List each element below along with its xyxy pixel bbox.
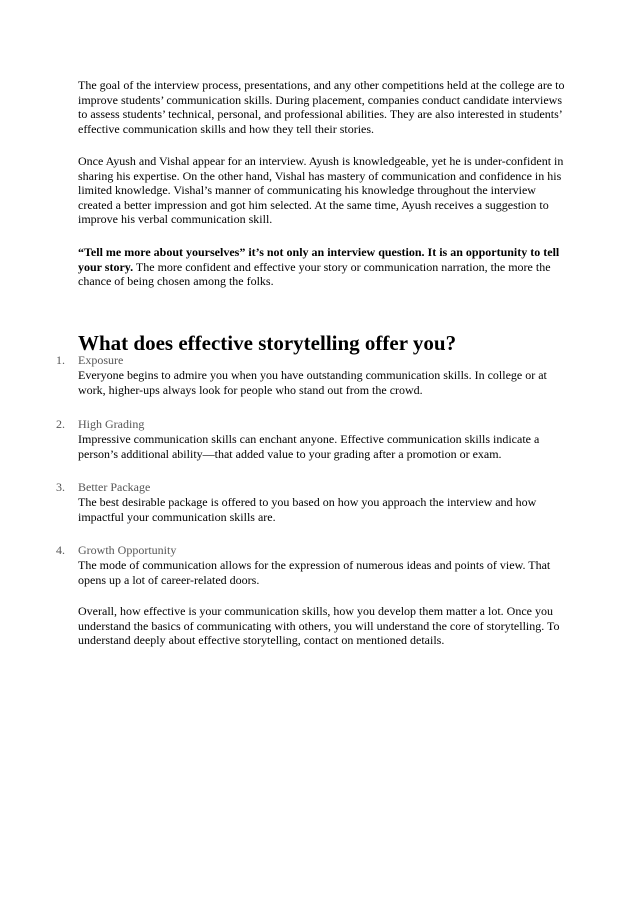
conclusion-paragraph: Overall, how effective is your communication skills, how you develop them matter a lot. Once you understand the basics of communicating with others, you will understand the core of storytelling. To understand deeply about effective storytelling, contact on mentioned details.	[78, 604, 560, 648]
list-item-title: High Grading	[78, 417, 145, 431]
list-item-body: Everyone begins to admire you when you have outstanding communication skills. In college or at work, higher-ups always look for people who stand out from the crowd.	[78, 368, 547, 397]
list-item-title: Exposure	[78, 353, 124, 367]
section-heading: What does effective storytelling offer you?	[78, 331, 457, 355]
list-item-body: The best desirable package is offered to you based on how you approach the interview and how impactful your communication skills are.	[78, 495, 537, 524]
list-item-title: Growth Opportunity	[78, 543, 177, 557]
list-item-number: 2.	[56, 417, 65, 431]
list-item-number: 1.	[56, 353, 65, 367]
list-item-number: 4.	[56, 543, 65, 557]
intro-paragraph-2: Once Ayush and Vishal appear for an interview. Ayush is knowledgeable, yet he is under-confident in sharing his expertise. On the other hand, Vishal has mastery of communication and confidence in his limited knowledge. Vishal’s manner of communicating his knowledge throughout the interview created a better impression and got him selected. At the same time, Ayush receives a suggestion to improve his verbal communication skill.	[78, 154, 564, 227]
intro-paragraph-3-rest: The more confident and effective your story or communication narration, the more the chance of being chosen among the folks.	[78, 259, 551, 289]
list-item-number: 3.	[56, 480, 65, 494]
list-item-title: Better Package	[78, 480, 151, 494]
intro-quote-bold: “Tell me more about yourselves” it’s not only an interview question. It is an opportunity to tell your story.	[78, 245, 560, 274]
list-item-body: Impressive communication skills can enchant anyone. Effective communication skills indicate a person’s additional ability—that added value to your grading after a promotion or exam.	[78, 432, 540, 461]
list-item-body: The mode of communication allows for the expression of numerous ideas and points of view. That opens up a lot of career-related doors.	[78, 558, 551, 587]
intro-paragraph-1: The goal of the interview process, presentations, and any other competitions held at the college are to improve students’ communication skills. During placement, companies conduct candidate interviews to assess students’ technical, personal, and professional abilities. They are also interested in students’ effective communication skills and how they tell their stories.	[78, 78, 565, 136]
intro-paragraph-3	[78, 245, 568, 289]
